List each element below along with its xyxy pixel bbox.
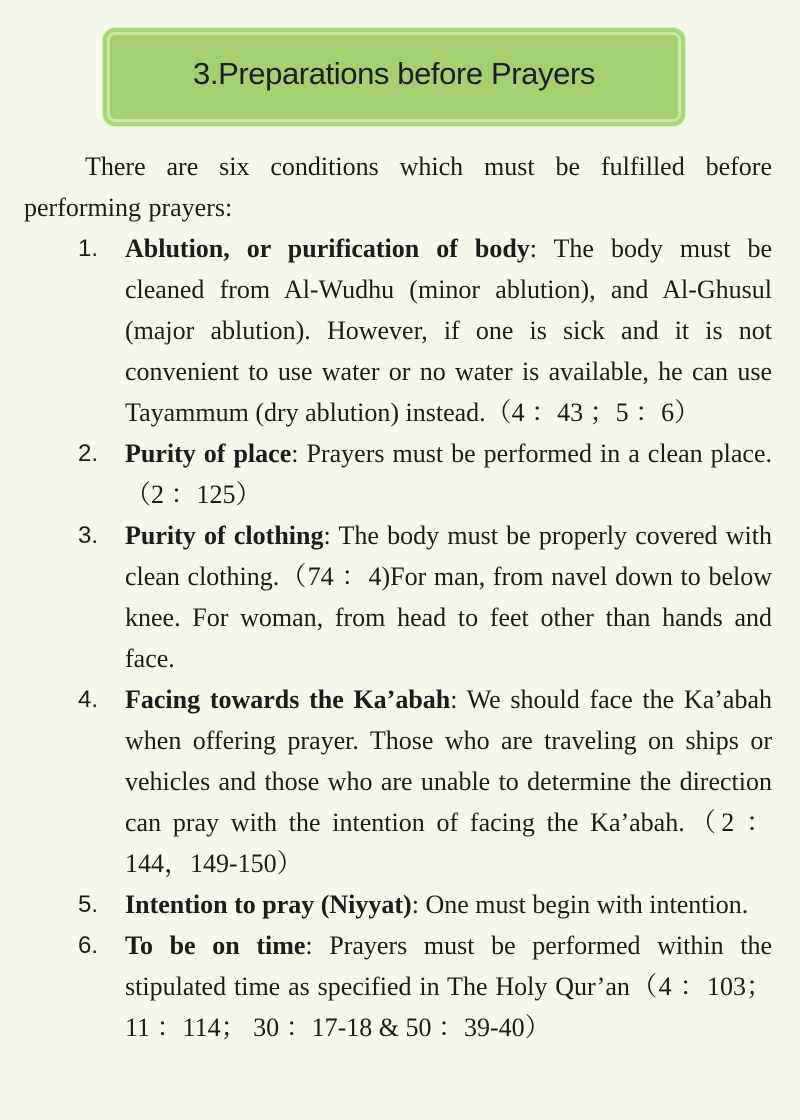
conditions-list <box>24 228 772 1048</box>
list-item <box>24 679 772 884</box>
item-term: Intention to pray (Niyyat) <box>125 890 412 919</box>
page-title: 3.Preparations before Prayers <box>193 56 595 91</box>
item-number: 3. <box>78 522 99 549</box>
item-number: 4. <box>78 686 99 713</box>
item-description: : We should face the Ka’abah when offering prayer. Those who are traveling on ships or vehicles and those who are unable to determine the direction can pray with the intention of facing the Ka’abah.（2 ：144，149-150） <box>125 685 772 878</box>
item-description: : Prayers must be performed in a clean place.（2 ：125） <box>125 439 772 509</box>
item-term: Purity of clothing <box>125 521 324 550</box>
item-description: : The body must be properly covered with clean clothing.（74 ：4)For man, from navel down to below knee. For woman, from head to feet other than hands and face. <box>125 521 772 673</box>
list-item <box>24 515 772 679</box>
item-term: Ablution, or purification of body <box>125 234 530 263</box>
title-banner <box>103 28 685 126</box>
item-term: To be on time <box>125 931 306 960</box>
item-term: Purity of place <box>125 439 292 468</box>
list-item <box>24 925 772 1048</box>
item-number: 6. <box>78 932 99 959</box>
item-number: 2. <box>78 440 99 467</box>
list-item <box>24 433 772 515</box>
item-description: : Prayers must be performed within the stipulated time as specified in The Holy Qur’an（4 ：103； 11 ：114； 30 ：17-18 & 50 ：39-40） <box>125 931 773 1042</box>
item-description: : One must begin with intention. <box>411 890 749 919</box>
item-number: 5. <box>78 891 99 918</box>
item-description: : The body must be cleaned from Al-Wudhu (minor ablution), and Al-Ghusul (major ablution). However, if one is sick and it is not convenient to use water or no water is available, he can use Tayammum (dry ablution) instead.（4 ：43 ；5 ：6） <box>125 234 773 427</box>
intro-paragraph: There are six conditions which must be fulfilled before performing prayers: <box>24 152 772 222</box>
list-item <box>24 884 772 925</box>
list-item <box>24 228 772 433</box>
item-term: Facing towards the Ka’abah <box>125 685 451 714</box>
item-number: 1. <box>78 235 99 262</box>
